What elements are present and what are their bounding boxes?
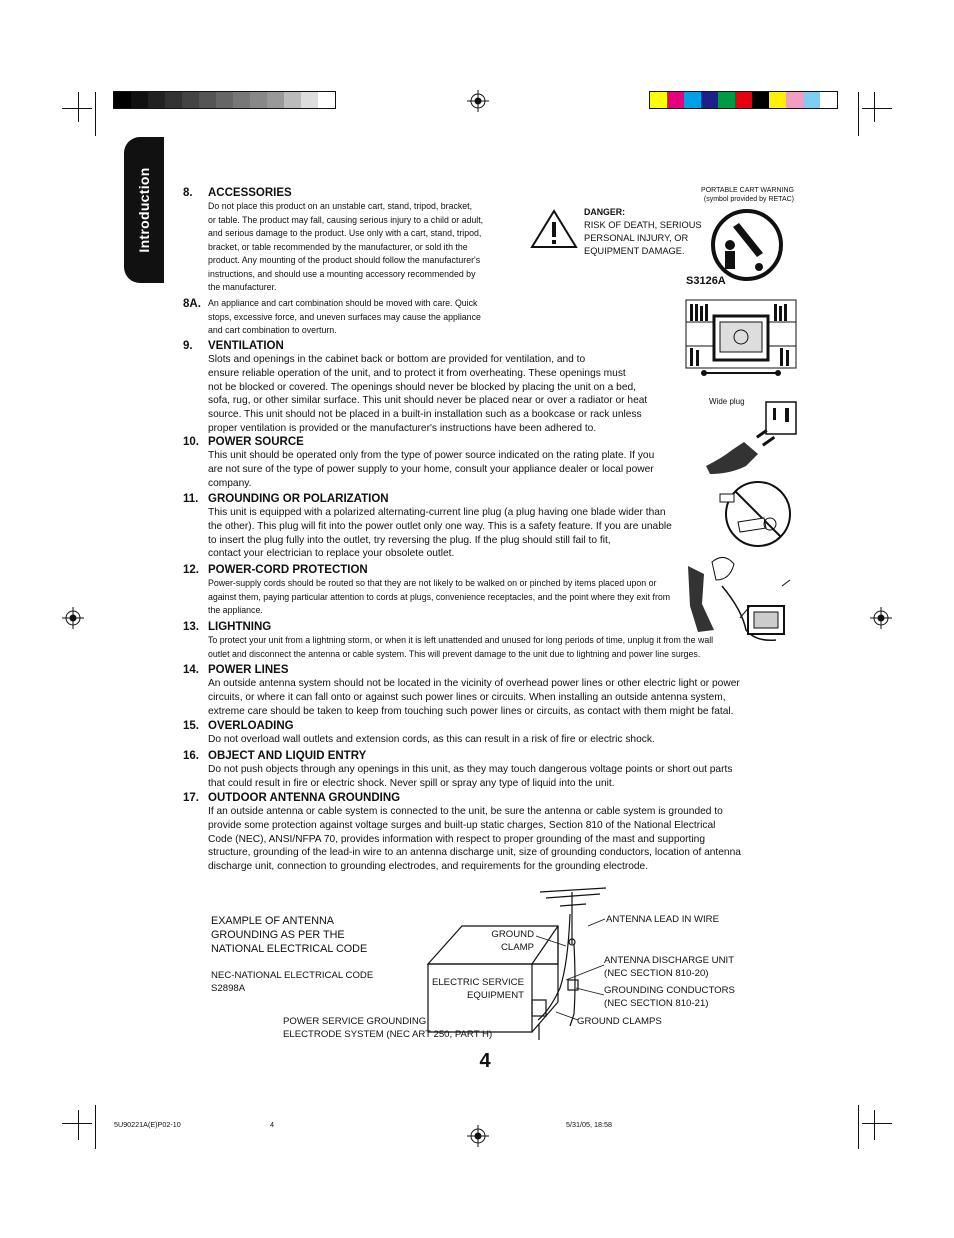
prohibited-plug-icon: [718, 478, 794, 550]
body-line: extreme care should be taken to keep from touching such power lines or circuits, as contact with them might be fatal.: [208, 705, 734, 717]
section-heading: [183, 339, 728, 353]
color-swatch: [684, 92, 701, 108]
section-number: 10.: [183, 436, 199, 448]
color-swatch: [165, 92, 182, 108]
color-calibration-bar: [649, 91, 838, 109]
body-line: sofa, rug, or other similar surface. This unit should never be placed near or over a radiator or heat: [208, 395, 648, 407]
section-heading: [183, 791, 828, 805]
footer-left: 5U90221A(E)P02-10: [114, 1120, 181, 1129]
section-17: [183, 791, 828, 874]
registration-mark-left: [62, 607, 84, 629]
gray-scale-bar: [113, 91, 336, 109]
section-8: [183, 186, 538, 295]
section-number: 17.: [183, 792, 199, 804]
polarized-plug-illustration: [700, 396, 800, 486]
section-title: POWER LINES: [208, 664, 289, 676]
body-line: product. Any mounting of the product should follow the manufacturer's: [208, 255, 481, 265]
body-line: bracket, or table recommended by the manufacturer, or sold ith the: [208, 241, 468, 252]
section-title: OUTDOOR ANTENNA GROUNDING: [208, 792, 401, 804]
section-number: 16.: [183, 750, 199, 762]
section-body: [208, 200, 538, 295]
section-number: 14.: [183, 664, 199, 676]
body-line: against them, paying particular attention to cords at plugs, convenience receptacles, and the point where they exit from: [208, 591, 671, 602]
antenna-example-line: NATIONAL ELECTRICAL CODE: [211, 942, 368, 955]
section-title: POWER-CORD PROTECTION: [208, 564, 368, 576]
power-cord-illustration: [682, 550, 794, 650]
section-title: VENTILATION: [208, 340, 284, 352]
antenna-example-title: [211, 915, 367, 956]
color-swatch: [216, 92, 233, 108]
antenna-code: S2898A: [211, 983, 246, 994]
color-swatch: [182, 92, 199, 108]
section-15: [183, 719, 828, 747]
color-swatch: [199, 92, 216, 108]
section-16: [183, 749, 828, 791]
section-heading: [183, 435, 743, 449]
ground-clamps-label: GROUND CLAMPS: [577, 1016, 662, 1027]
antenna-example-line: EXAMPLE OF ANTENNA: [211, 915, 334, 927]
color-swatch: [718, 92, 735, 108]
section-number: 15.: [183, 720, 199, 732]
body-line: stops, excessive force, and uneven surfaces may cause the appliance: [208, 311, 481, 322]
section-number: 9.: [183, 340, 193, 352]
body-line: that could result in fire or electric shock. Never spill or spray any type of liquid into the unit.: [208, 777, 615, 789]
color-swatch: [786, 92, 803, 108]
cart-warning-code: S3126A: [686, 275, 726, 287]
cart-tipping-icon: [705, 209, 789, 281]
section-body: [208, 677, 828, 718]
footer-center: 4: [270, 1120, 274, 1129]
body-line: outlet and disconnect the antenna or cable system. This will prevent damage to the unit due to lightning and power line surges.: [208, 648, 701, 659]
body-line: Do not push objects through any openings in this unit, as they may touch dangerous voltage points or short out parts: [208, 764, 733, 775]
color-swatch: [131, 92, 148, 108]
section-10: [183, 435, 743, 490]
body-line: Power-supply cords should be routed so that they are not likely to be walked on or pinched by items placed upon or: [208, 578, 657, 588]
lead-in-label: ANTENNA LEAD IN WIRE: [606, 914, 720, 925]
ground-clamp-line: CLAMP: [500, 941, 534, 953]
color-swatch: [148, 92, 165, 108]
section-body: [208, 297, 538, 338]
section-number: 12.: [183, 564, 199, 576]
section-title: ACCESSORIES: [208, 187, 292, 199]
color-swatch: [803, 92, 820, 108]
body-line: and serious damage to the product. Use only with a cart, stand, tripod,: [208, 228, 482, 238]
color-swatch: [701, 92, 718, 108]
grounding-electrode-line: POWER SERVICE GROUNDING: [283, 1016, 427, 1027]
electric-service-line: ELECTRIC SERVICE: [431, 977, 524, 988]
body-line: the manufacturer.: [208, 282, 277, 292]
footer-right: 5/31/05, 18:58: [566, 1120, 612, 1129]
section-number: 13.: [183, 621, 199, 633]
body-line: Do not overload wall outlets and extension cords, as this can result in a risk of fire or electric shock.: [208, 734, 655, 745]
section-title: POWER SOURCE: [208, 436, 304, 448]
registration-mark-right: [870, 607, 892, 629]
discharge-unit-line: (NEC SECTION 810-20): [604, 967, 709, 979]
color-swatch: [284, 92, 301, 108]
section-body: [208, 353, 728, 436]
danger-line: EQUIPMENT DAMAGE.: [584, 246, 685, 256]
section-heading: [183, 663, 828, 677]
section-number: 8.: [183, 187, 193, 199]
grounding-electrode-line: ELECTRODE SYSTEM (NEC ART 250, PART H): [283, 1028, 493, 1040]
body-line: or table. The product may fall, causing serious injury to a child or adult,: [208, 214, 484, 225]
section-title: OVERLOADING: [208, 720, 294, 732]
danger-line: RISK OF DEATH, SERIOUS: [584, 220, 702, 230]
danger-box: [584, 206, 702, 258]
cart-warning-caption-line: (symbol provided by RETAC): [703, 196, 794, 203]
section-title: LIGHTNING: [208, 621, 272, 633]
body-line: circuits, or where it can fall onto or against such power lines or circuits. When installing an outside antenna system,: [208, 691, 726, 703]
registration-mark-top: [467, 90, 489, 112]
color-swatch: [250, 92, 267, 108]
section-number: 11.: [183, 493, 199, 505]
cart-warning-caption-line: PORTABLE CART WARNING: [701, 187, 794, 194]
body-line: discharge unit, connection to grounding electrodes, and requirements for the grounding electrode.: [208, 861, 649, 873]
bookcase-ventilation-illustration: [684, 298, 798, 380]
section-body: [208, 577, 718, 618]
grounding-conductors-line: (NEC SECTION 810-21): [604, 997, 709, 1009]
section-heading: [183, 186, 538, 200]
section-14: [183, 663, 828, 718]
body-line: and cart combination to overturn.: [208, 325, 337, 335]
section-title: OBJECT AND LIQUID ENTRY: [208, 750, 367, 762]
cart-warning-caption: [670, 186, 794, 204]
color-swatch: [769, 92, 786, 108]
body-line: An appliance and cart combination should be moved with care. Quick: [208, 298, 478, 308]
body-line: the appliance.: [208, 605, 263, 615]
discharge-unit-line: ANTENNA DISCHARGE UNIT: [604, 955, 735, 966]
body-line: provide some protection against voltage surges and built-up static charges, Section 810 of the National Electrical: [208, 819, 716, 831]
section-title: GROUNDING OR POLARIZATION: [208, 493, 389, 505]
body-line: instructions, and should use a mounting accessory recommended by: [208, 268, 476, 279]
page-number: 4: [479, 1050, 491, 1072]
body-line: ensure reliable operation of the unit, and to protect it from overheating. These openings must: [208, 367, 626, 379]
body-line: To protect your unit from a lightning storm, or when it is left unattended and unused for long periods of time, unplug it from the wall: [208, 635, 714, 645]
body-line: Code (NEC), ANSI/NFPA 70, provides information with respect to proper grounding of the mast and supporting: [208, 833, 705, 845]
color-swatch: [820, 92, 837, 108]
color-swatch: [667, 92, 684, 108]
body-line: the other). This plug will fit into the power outlet only one way. This is a safety feature. If you are unable: [208, 520, 672, 532]
section-number: 8A.: [183, 298, 201, 310]
leader-lines: [470, 910, 610, 1030]
body-line: structure, grounding of the lead-in wire to an antenna discharge unit, size of grounding conductors, location of antenna: [208, 847, 741, 859]
color-swatch: [233, 92, 250, 108]
registration-mark-bottom: [467, 1125, 489, 1147]
section-heading: [183, 492, 748, 506]
section-heading: [183, 719, 828, 733]
section-body: [208, 449, 743, 490]
body-line: proper ventilation is provided or the manufacturer's instructions have been adhered to.: [208, 422, 597, 434]
nec-label: NEC-NATIONAL ELECTRICAL CODE: [211, 970, 374, 981]
section-body: [208, 805, 828, 874]
wide-plug-label: Wide plug: [709, 397, 745, 406]
section-12: [183, 563, 718, 618]
section-body: [208, 733, 828, 747]
antenna-example-line: GROUNDING AS PER THE: [211, 928, 345, 941]
discharge-unit-label: [604, 955, 734, 980]
color-swatch: [735, 92, 752, 108]
grounding-electrode-label: [283, 1016, 492, 1041]
grounding-conductors-label: [604, 985, 735, 1010]
body-line: An outside antenna system should not be located in the vicinity of overhead power lines or other electric light or power: [208, 678, 740, 689]
body-line: not be blocked or covered. The openings should never be blocked by placing the unit on a bed,: [208, 381, 636, 393]
section-heading: [183, 563, 718, 577]
ground-clamp-line: GROUND: [491, 929, 534, 940]
section-tab: [124, 137, 164, 283]
color-swatch: [114, 92, 131, 108]
section-tab-label: Introduction: [136, 167, 152, 253]
color-swatch: [318, 92, 335, 108]
grounding-conductors-line: GROUNDING CONDUCTORS: [604, 985, 735, 996]
body-line: are not sure of the type of power supply to your home, consult your appliance dealer or local power: [208, 463, 654, 475]
body-line: If an outside antenna or cable system is connected to the unit, be sure the antenna or cable system is grounded to: [208, 806, 723, 817]
section-body: [208, 763, 828, 791]
body-line: Slots and openings in the cabinet back or bottom are provided for ventilation, and to: [208, 354, 586, 365]
body-line: contact your electrician to replace your obsolete outlet.: [208, 548, 455, 560]
section-8A: [183, 297, 538, 338]
body-line: Do not place this product on an unstable cart, stand, tripod, bracket,: [208, 201, 473, 211]
section-heading: [183, 749, 828, 763]
danger-line: PERSONAL INJURY, OR: [584, 233, 689, 243]
body-line: This unit is equipped with a polarized alternating-current line plug (a plug having one blade wider than: [208, 507, 666, 518]
body-line: company.: [208, 477, 252, 489]
color-swatch: [267, 92, 284, 108]
section-9: [183, 339, 728, 436]
body-line: This unit should be operated only from the type of power source indicated on the rating plate. If you: [208, 450, 655, 461]
body-line: source. This unit should not be placed in a built-in installation such as a bookcase or rack unless: [208, 409, 642, 421]
section-body: [208, 506, 748, 561]
electric-service-line: EQUIPMENT: [466, 989, 524, 1001]
color-swatch: [650, 92, 667, 108]
color-swatch: [752, 92, 769, 108]
color-swatch: [301, 92, 318, 108]
danger-title: DANGER:: [584, 207, 626, 217]
body-line: to insert the plug fully into the outlet, try reversing the plug. If the plug should still fail to fit,: [208, 534, 611, 546]
warning-triangle-icon: [530, 209, 578, 249]
section-11: [183, 492, 748, 561]
